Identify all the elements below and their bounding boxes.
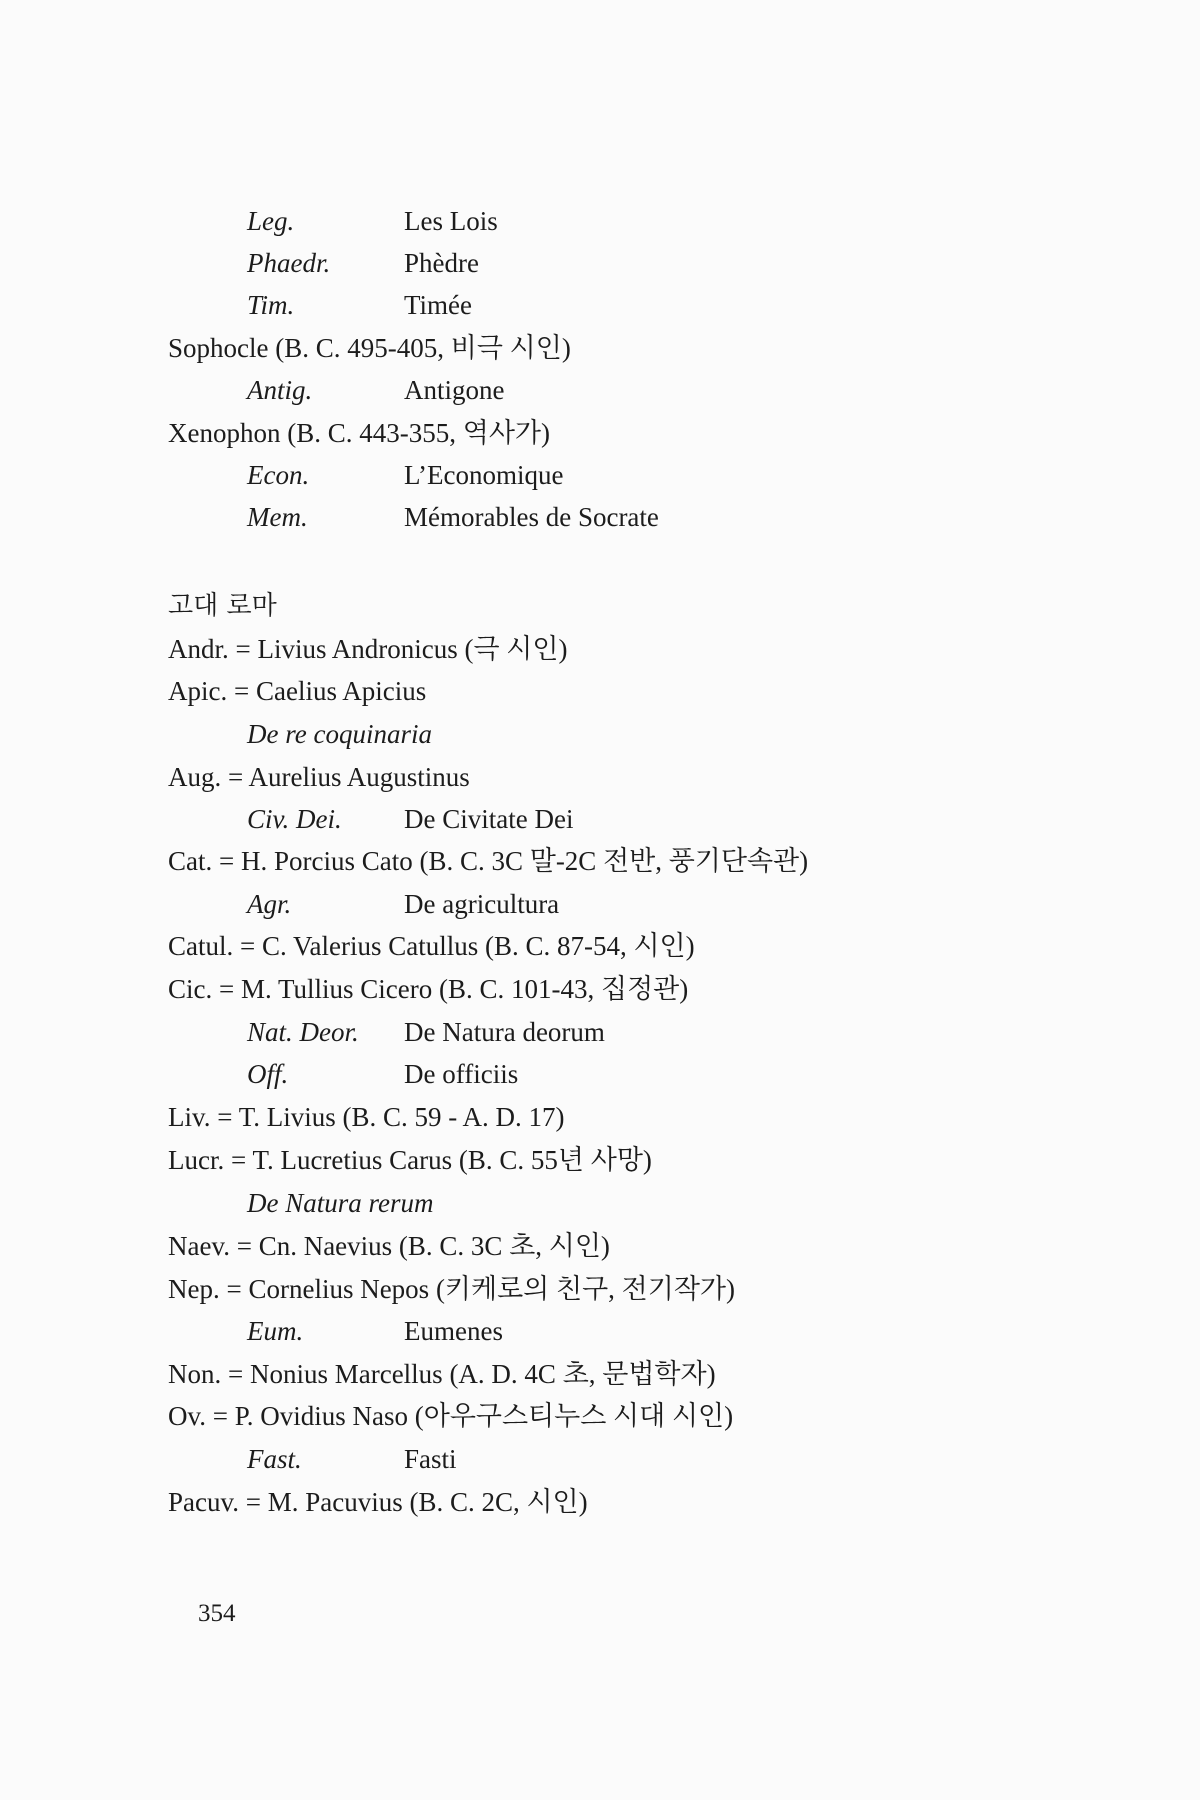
work-title: L’Economique xyxy=(404,460,564,490)
author-entry: Lucr. = T. Lucretius Carus (B. C. 55년 사망) xyxy=(168,1145,652,1175)
author-entry: Catul. = C. Valerius Catullus (B. C. 87-54, 시인) xyxy=(168,931,695,961)
author-entry: Non. = Nonius Marcellus (A. D. 4C 초, 문법학자) xyxy=(168,1359,716,1389)
author-entry: Ov. = P. Ovidius Naso (아우구스티누스 시대 시인) xyxy=(168,1401,734,1431)
author-entry: Cic. = M. Tullius Cicero (B. C. 101-43, 집정관) xyxy=(168,974,689,1004)
work-abbreviation: Off. xyxy=(247,1059,289,1089)
work-abbreviation: Eum. xyxy=(247,1316,304,1346)
work-abbreviation: Tim. xyxy=(247,290,295,320)
work-abbreviation: Mem. xyxy=(247,502,308,532)
work-title: De Civitate Dei xyxy=(404,804,574,834)
work-title: De agricultura xyxy=(404,889,560,919)
author-entry: Naev. = Cn. Naevius (B. C. 3C 초, 시인) xyxy=(168,1231,610,1261)
author-entry: Aug. = Aurelius Augustinus xyxy=(168,762,470,792)
author-entry: Sophocle (B. C. 495-405, 비극 시인) xyxy=(168,333,571,363)
work-title: Mémorables de Socrate xyxy=(404,502,659,532)
author-entry: Cat. = H. Porcius Cato (B. C. 3C 말-2C 전반, 풍기단속관) xyxy=(168,846,809,876)
work-title: De officiis xyxy=(404,1059,519,1089)
section-heading: 고대 로마 xyxy=(168,591,277,621)
author-entry: Apic. = Caelius Apicius xyxy=(168,676,427,706)
work-abbreviation: Agr. xyxy=(247,889,292,919)
work-abbreviation: Civ. Dei. xyxy=(247,804,342,834)
work-title: Timée xyxy=(404,290,473,320)
work-abbreviation: De re coquinaria xyxy=(247,719,432,749)
work-abbreviation: Leg. xyxy=(247,206,295,236)
page-number: 354 xyxy=(198,1600,236,1627)
work-title: Eumenes xyxy=(404,1316,503,1346)
author-entry: Liv. = T. Livius (B. C. 59 - A. D. 17) xyxy=(168,1102,565,1132)
work-abbreviation: Fast. xyxy=(247,1444,302,1474)
work-title: De Natura deorum xyxy=(404,1017,605,1047)
work-title: Antigone xyxy=(404,375,505,405)
work-title: Les Lois xyxy=(404,206,498,236)
author-entry: Nep. = Cornelius Nepos (키케로의 친구, 전기작가) xyxy=(168,1274,735,1304)
work-title: Fasti xyxy=(404,1444,457,1474)
work-title: Phèdre xyxy=(404,248,479,278)
work-abbreviation: Econ. xyxy=(247,460,310,490)
work-abbreviation: Nat. Deor. xyxy=(247,1017,359,1047)
work-abbreviation: Phaedr. xyxy=(247,248,331,278)
author-entry: Andr. = Livius Andronicus (극 시인) xyxy=(168,634,568,664)
work-abbreviation: De Natura rerum xyxy=(247,1188,434,1218)
work-abbreviation: Antig. xyxy=(247,375,313,405)
author-entry: Xenophon (B. C. 443-355, 역사가) xyxy=(168,418,550,448)
author-entry: Pacuv. = M. Pacuvius (B. C. 2C, 시인) xyxy=(168,1487,588,1517)
